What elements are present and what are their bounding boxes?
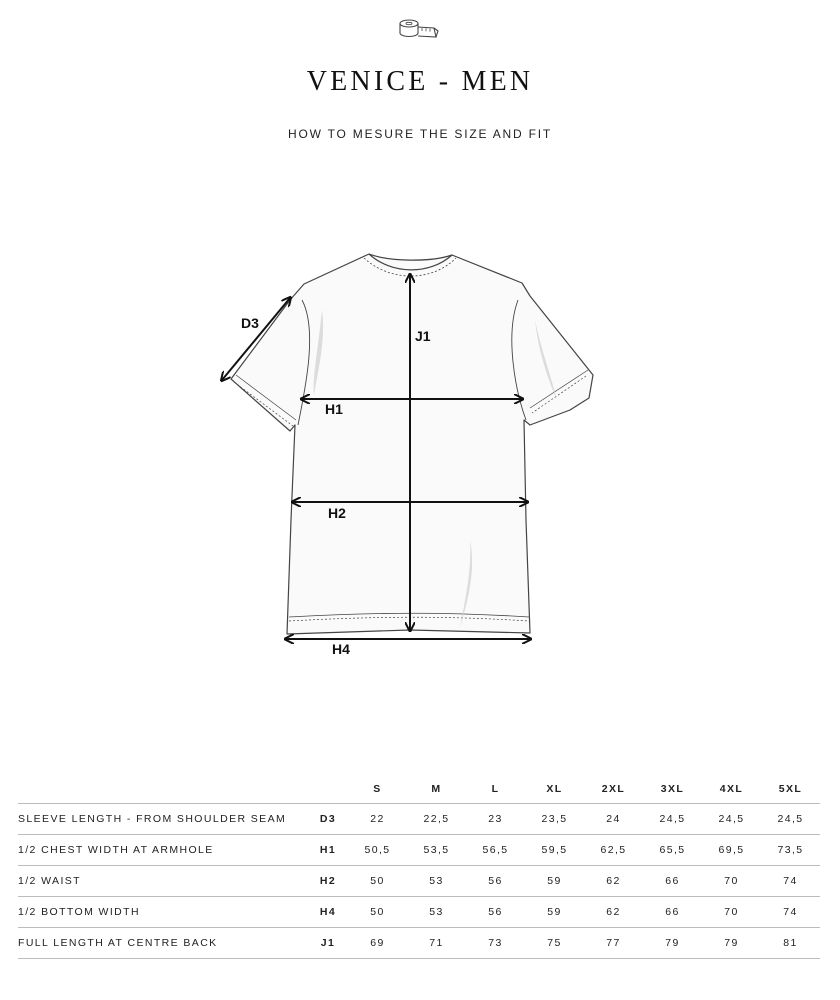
table-row (18, 866, 820, 897)
tshirt-measurement-diagram (210, 235, 630, 665)
size-value: 59 (525, 897, 584, 928)
size-value: 56 (466, 897, 525, 928)
size-value: 22,5 (407, 804, 466, 835)
header-code-blank (308, 774, 348, 804)
measure-code: J1 (308, 928, 348, 959)
size-value: 79 (702, 928, 761, 959)
measure-code: D3 (308, 804, 348, 835)
table-row (18, 928, 820, 959)
size-value: 74 (761, 866, 820, 897)
measure-code: H2 (308, 866, 348, 897)
size-value: 24,5 (702, 804, 761, 835)
size-value: 69 (348, 928, 407, 959)
size-value: 66 (643, 897, 702, 928)
size-header: L (466, 774, 525, 804)
size-header-row (18, 774, 820, 804)
size-value: 50 (348, 897, 407, 928)
tshirt-outline (231, 254, 593, 634)
size-table (18, 774, 820, 959)
label-h2: H2 (328, 505, 346, 521)
size-header: M (407, 774, 466, 804)
size-header: 2XL (584, 774, 643, 804)
size-value: 50 (348, 866, 407, 897)
size-value: 62 (584, 866, 643, 897)
size-value: 69,5 (702, 835, 761, 866)
size-value: 24 (584, 804, 643, 835)
size-value: 71 (407, 928, 466, 959)
label-j1: J1 (415, 328, 431, 344)
page-title: VENICE - MEN (306, 66, 534, 97)
size-value: 59,5 (525, 835, 584, 866)
size-value: 73,5 (761, 835, 820, 866)
size-value: 65,5 (643, 835, 702, 866)
measure-code: H4 (308, 897, 348, 928)
size-value: 56 (466, 866, 525, 897)
size-value: 53 (407, 897, 466, 928)
size-value: 56,5 (466, 835, 525, 866)
size-header: 3XL (643, 774, 702, 804)
size-value: 24,5 (761, 804, 820, 835)
page-subtitle: HOW TO MESURE THE SIZE AND FIT (287, 127, 553, 141)
measure-name: 1/2 WAIST (18, 866, 308, 897)
measuring-tape-icon (396, 18, 442, 42)
size-header: XL (525, 774, 584, 804)
size-value: 53 (407, 866, 466, 897)
table-row (18, 835, 820, 866)
table-row (18, 804, 820, 835)
measure-name: 1/2 CHEST WIDTH AT ARMHOLE (18, 835, 308, 866)
size-value: 62 (584, 897, 643, 928)
header-blank (18, 774, 308, 804)
size-header: S (348, 774, 407, 804)
size-value: 77 (584, 928, 643, 959)
label-h4: H4 (332, 641, 350, 657)
measure-name: FULL LENGTH AT CENTRE BACK (18, 928, 308, 959)
size-value: 79 (643, 928, 702, 959)
size-value: 59 (525, 866, 584, 897)
size-value: 24,5 (643, 804, 702, 835)
measure-code: H1 (308, 835, 348, 866)
label-d3: D3 (241, 315, 259, 331)
size-value: 50,5 (348, 835, 407, 866)
size-value: 23,5 (525, 804, 584, 835)
size-value: 70 (702, 866, 761, 897)
size-value: 62,5 (584, 835, 643, 866)
size-value: 73 (466, 928, 525, 959)
size-header: 5XL (761, 774, 820, 804)
size-value: 53,5 (407, 835, 466, 866)
size-value: 74 (761, 897, 820, 928)
table-row (18, 897, 820, 928)
label-h1: H1 (325, 401, 343, 417)
size-value: 81 (761, 928, 820, 959)
measure-name: 1/2 BOTTOM WIDTH (18, 897, 308, 928)
size-value: 23 (466, 804, 525, 835)
measure-name: SLEEVE LENGTH - FROM SHOULDER SEAM (18, 804, 308, 835)
size-value: 70 (702, 897, 761, 928)
size-header: 4XL (702, 774, 761, 804)
size-value: 75 (525, 928, 584, 959)
size-value: 22 (348, 804, 407, 835)
size-value: 66 (643, 866, 702, 897)
